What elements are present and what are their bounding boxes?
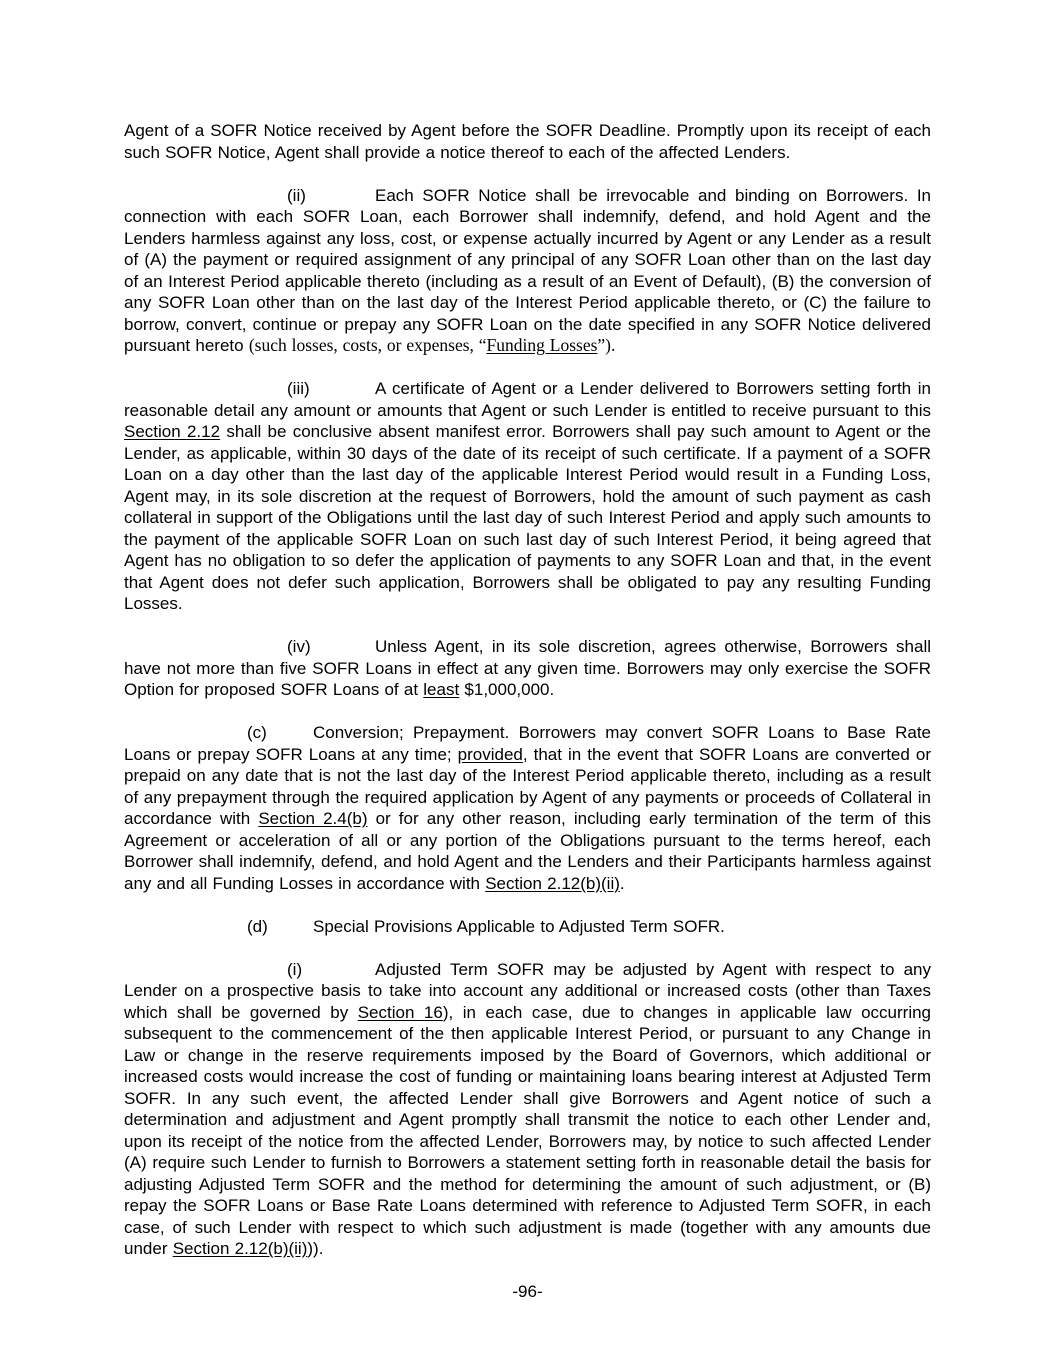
text-run: Special Provisions Applicable to Adjusted Term SOFR. xyxy=(313,916,725,936)
cross-reference-section-2-12-b-ii: Section 2.12(b)(ii) xyxy=(485,873,620,893)
clause-label: (d) xyxy=(247,916,268,936)
document-body xyxy=(124,120,931,1260)
text-run: ”). xyxy=(597,335,616,355)
defined-term-funding-losses: Funding Losses xyxy=(486,335,598,355)
text-run: shall be conclusive absent manifest error. Borrowers shall pay such amount to Agent or the Lender, as applicable, within 30 days of the date of its receipt of such certificate. If a payment of a SOFR Loan on a day other than the last day of the applicable Interest Period would result in a Funding Loss, Agent may, in its sole discretion at the request of Borrowers, hold the amount of such payment as cash collateral in support of the Obligations until the last day of such Interest Period and apply such amounts to the payment of the applicable SOFR Loan on such last day of such Interest Period, it being agreed that Agent has no obligation to so defer the application of payments to any SOFR Loan and that, in the event that Agent does not defer such application, Borrowers shall be obligated to pay any resulting Funding Losses. xyxy=(124,422,932,613)
clause-b-iii-paragraph xyxy=(124,378,931,615)
text-run: Adjusted Term SOFR may be adjusted by Agent with respect to any Lender on a prospective basis to take into account any additional or increased costs (other than Taxes which shall be governed by xyxy=(124,959,931,1022)
text-run: Each SOFR Notice shall be irrevocable and binding on Borrowers. In connection with each SOFR Loan, each Borrower shall indemnify, defend, and hold Agent and the Lenders harmless against any loss, cost, or expense actually incurred by Agent or any Lender as a result of (A) the payment or required assignment of any principal of any SOFR Loan other than on the last day of an Interest Period applicable thereto (including as a result of an Event of Default), (B) the conversion of any SOFR Loan other than on the last day of the Interest Period applicable thereto, or (C) the failure to borrow, convert, continue or prepay any SOFR Loan on the date specified in any SOFR Notice delivered pursuant hereto xyxy=(124,185,931,355)
clause-d-i-paragraph xyxy=(124,959,931,1260)
clause-label: (iv) xyxy=(287,637,311,656)
cross-reference-section-2-12-b-ii: Section 2.12(b)(ii) xyxy=(172,1239,308,1258)
clause-b-iv-paragraph xyxy=(124,636,931,701)
paragraph-continuation xyxy=(124,120,931,163)
cross-reference-section-16: Section 16 xyxy=(357,1002,443,1022)
text-run: Conversion; Prepayment. Borrowers may convert SOFR Loans to Base Rate Loans or prepay SOFR Loans at any time; xyxy=(124,723,931,764)
cross-reference-section-2-4-b: Section 2.4(b) xyxy=(258,809,368,828)
text-run: (such losses, costs, or expenses, “ xyxy=(248,335,487,355)
text-run: Unless Agent, in its sole discretion, agrees otherwise, Borrowers shall have not more than five SOFR Loans in effect at any given time. Borrowers may only exercise the SOFR Option for proposed SOFR Loans of at xyxy=(124,637,931,699)
text-run: ), in each case, due to changes in applicable law occurring subsequent to the commencement of the then applicable Interest Period, or pursuant to any Change in Law or change in the reserve requirements imposed by the Board of Governors, which additional or increased costs would increase the cost of funding or maintaining loans bearing interest at Adjusted Term SOFR. In any such event, the affected Lender shall give Borrowers and Agent notice of such a determination and adjustment and Agent promptly shall transmit the notice to each other Lender and, upon its receipt of the notice from the affected Lender, Borrowers may, by notice to such affected Lender (A) require such Lender to furnish to Borrowers a statement setting forth in reasonable detail the basis for adjusting Adjusted Term SOFR and the method for determining the amount of such adjustment, or (B) repay the SOFR Loans or Base Rate Loans determined with reference to Adjusted Term SOFR, in each case, of such Lender with respect to which such adjustment is made (together with any amounts due under xyxy=(124,1002,932,1258)
clause-c-paragraph xyxy=(124,722,931,894)
clause-label: (i) xyxy=(287,959,303,979)
clause-b-ii-paragraph xyxy=(124,185,931,357)
text-run: , that in the event that SOFR Loans are converted or prepaid on any date that is not the last day of the Interest Period applicable thereto, including as a result of any prepayment through the required application by Agent of any payments or proceeds of Collateral in accordance with xyxy=(124,744,931,828)
page-number: -96- xyxy=(512,1282,543,1301)
text-run: $1,000,000. xyxy=(459,680,555,699)
emphasized-term-least: least xyxy=(423,680,460,699)
cross-reference-section-2-12: Section 2.12 xyxy=(124,422,221,441)
clause-label: (ii) xyxy=(287,185,306,205)
text-run: Agent of a SOFR Notice received by Agent before the SOFR Deadline. Promptly upon its receipt of each such SOFR Notice, Agent shall provide a notice thereof to each of the affected Lenders. xyxy=(124,121,931,162)
text-run: or for any other reason, including early termination of the term of this Agreement or acceleration of all or any portion of the Obligations pursuant to the terms hereof, each Borrower shall indemnify, defend, and hold Agent and the Lenders and their Participants harmless against any and all Funding Losses in accordance with xyxy=(124,809,931,893)
clause-label: (iii) xyxy=(287,379,310,398)
clause-label: (c) xyxy=(247,723,267,742)
text-run: A certificate of Agent or a Lender delivered to Borrowers setting forth in reasonable detail any amount or amounts that Agent or such Lender is entitled to receive pursuant to this xyxy=(124,379,931,420)
text-run: . xyxy=(619,873,625,893)
text-run: )). xyxy=(307,1239,324,1258)
emphasized-term-provided: provided xyxy=(457,744,523,764)
clause-d-heading-paragraph xyxy=(124,916,931,938)
